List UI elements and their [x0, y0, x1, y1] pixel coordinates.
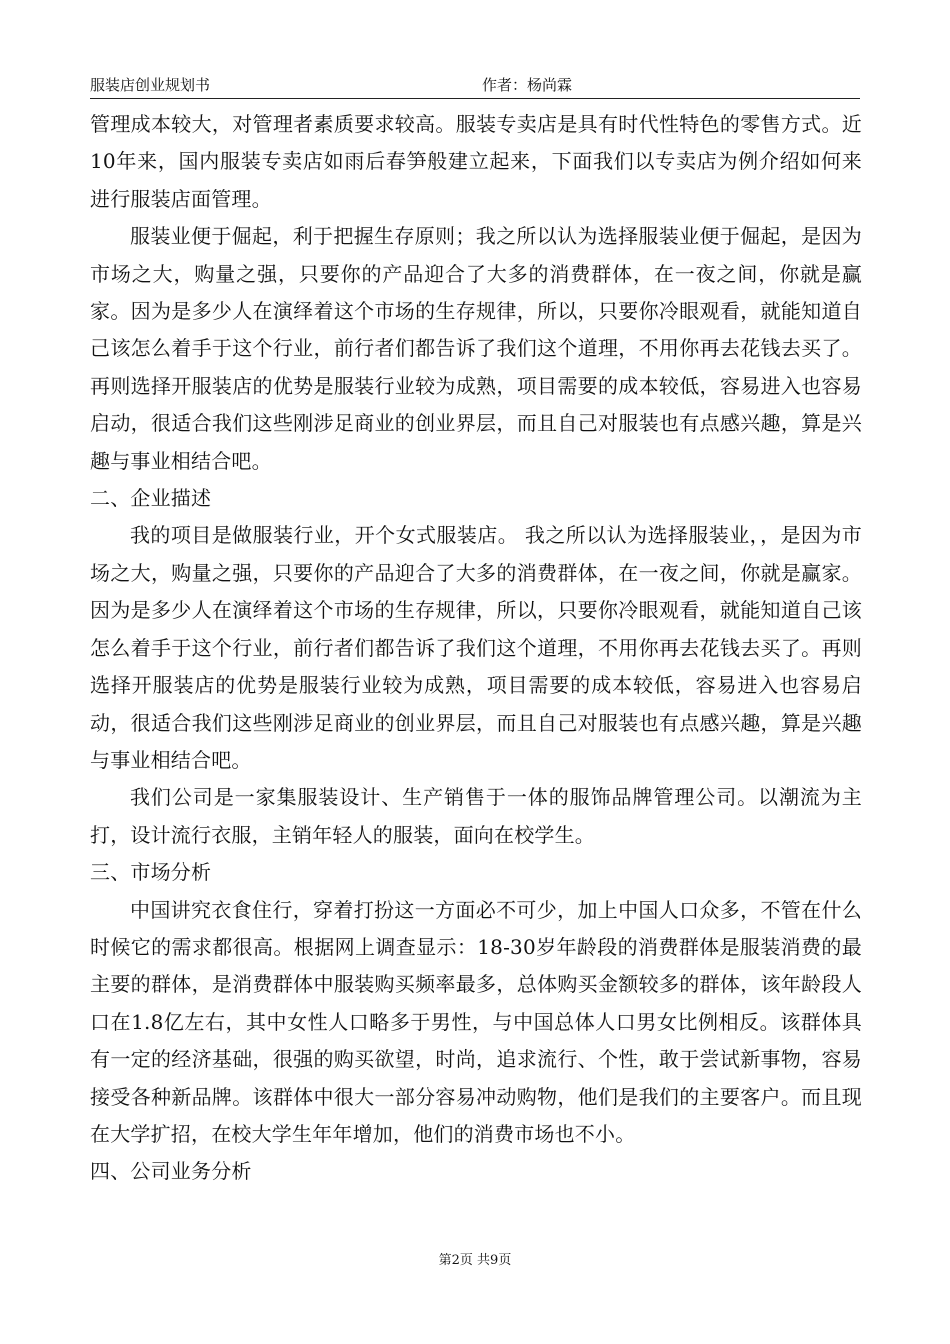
paragraph-our-company: 我们公司是一家集服装设计、生产销售于一体的服饰品牌管理公司。以潮流为主打，设计流行衣服，主销年轻人的服装，面向在校学生。: [90, 785, 862, 847]
document-title: 服装店创业规划书: [90, 76, 211, 94]
paragraph-continued: 管理成本较大，对管理者素质要求较高。服装专卖店是具有时代性特色的零售方式。近10年来，国内服装专卖店如雨后春笋般建立起来，下面我们以专卖店为例介绍如何来进行服装店面管理。: [90, 112, 862, 211]
page-footer: [0, 1249, 950, 1268]
author-label: 作者：杨尚霖: [482, 76, 573, 94]
section-heading-market: 三、市场分析: [90, 860, 212, 885]
page-header: [90, 72, 860, 99]
paragraph-market: 中国讲究衣食住行，穿着打扮这一方面必不可少，加上中国人口众多，不管在什么时候它的需求都很高。根据网上调查显示：18-30岁年龄段的消费群体是服装消费的最主要的群体，是消费群体中服装购买频率最多，总体购买金额较多的群体，该年龄段人口在1.8亿左右，其中女性人口略多于男性，与中国总体人口男女比例相反。该群体具有一定的经济基础，很强的购买欲望，时尚，追求流行、个性，敢于尝试新事物，容易接受各种新品牌。该群体中很大一部分容易冲动购物，他们是我们的主要客户。而且现在大学扩招，在校大学生年年增加，他们的消费市场也不小。: [90, 897, 862, 1146]
section-heading-company: 二、企业描述: [90, 486, 212, 511]
section-heading-business: 四、公司业务分析: [90, 1159, 252, 1184]
page-number: 第2页 共9页: [438, 1253, 512, 1268]
paragraph-advantage: 服装业便于倔起，利于把握生存原则；我之所以认为选择服装业便于倔起，是因为市场之大，购量之强，只要你的产品迎合了大多的消费群体，在一夜之间，你就是赢家。因为是多少人在演绎着这个市场的生存规律，所以，只要你冷眼观看，就能知道自己该怎么着手于这个行业，前行者们都告诉了我们这个道理，不用你再去花钱去买了。再则选择开服装店的优势是服装行业较为成熟，项目需要的成本较低，容易进入也容易启动，很适合我们这些刚涉足商业的创业界层，而且自己对服装也有点感兴趣，算是兴趣与事业相结合吧。: [90, 224, 862, 473]
paragraph-project: 我的项目是做服装行业，开个女式服装店。 我之所以认为选择服装业，，是因为市场之大，购量之强，只要你的产品迎合了大多的消费群体，在一夜之间，你就是赢家。因为是多少人在演绎着这个市场的生存规律，所以，只要你冷眼观看，就能知道自己该怎么着手于这个行业，前行者们都告诉了我们这个道理，不用你再去花钱去买了。再则选择开服装店的优势是服装行业较为成熟，项目需要的成本较低，容易进入也容易启动，很适合我们这些刚涉足商业的创业界层，而且自己对服装也有点感兴趣，算是兴趣与事业相结合吧。: [90, 523, 862, 772]
document-body: [90, 106, 862, 1191]
